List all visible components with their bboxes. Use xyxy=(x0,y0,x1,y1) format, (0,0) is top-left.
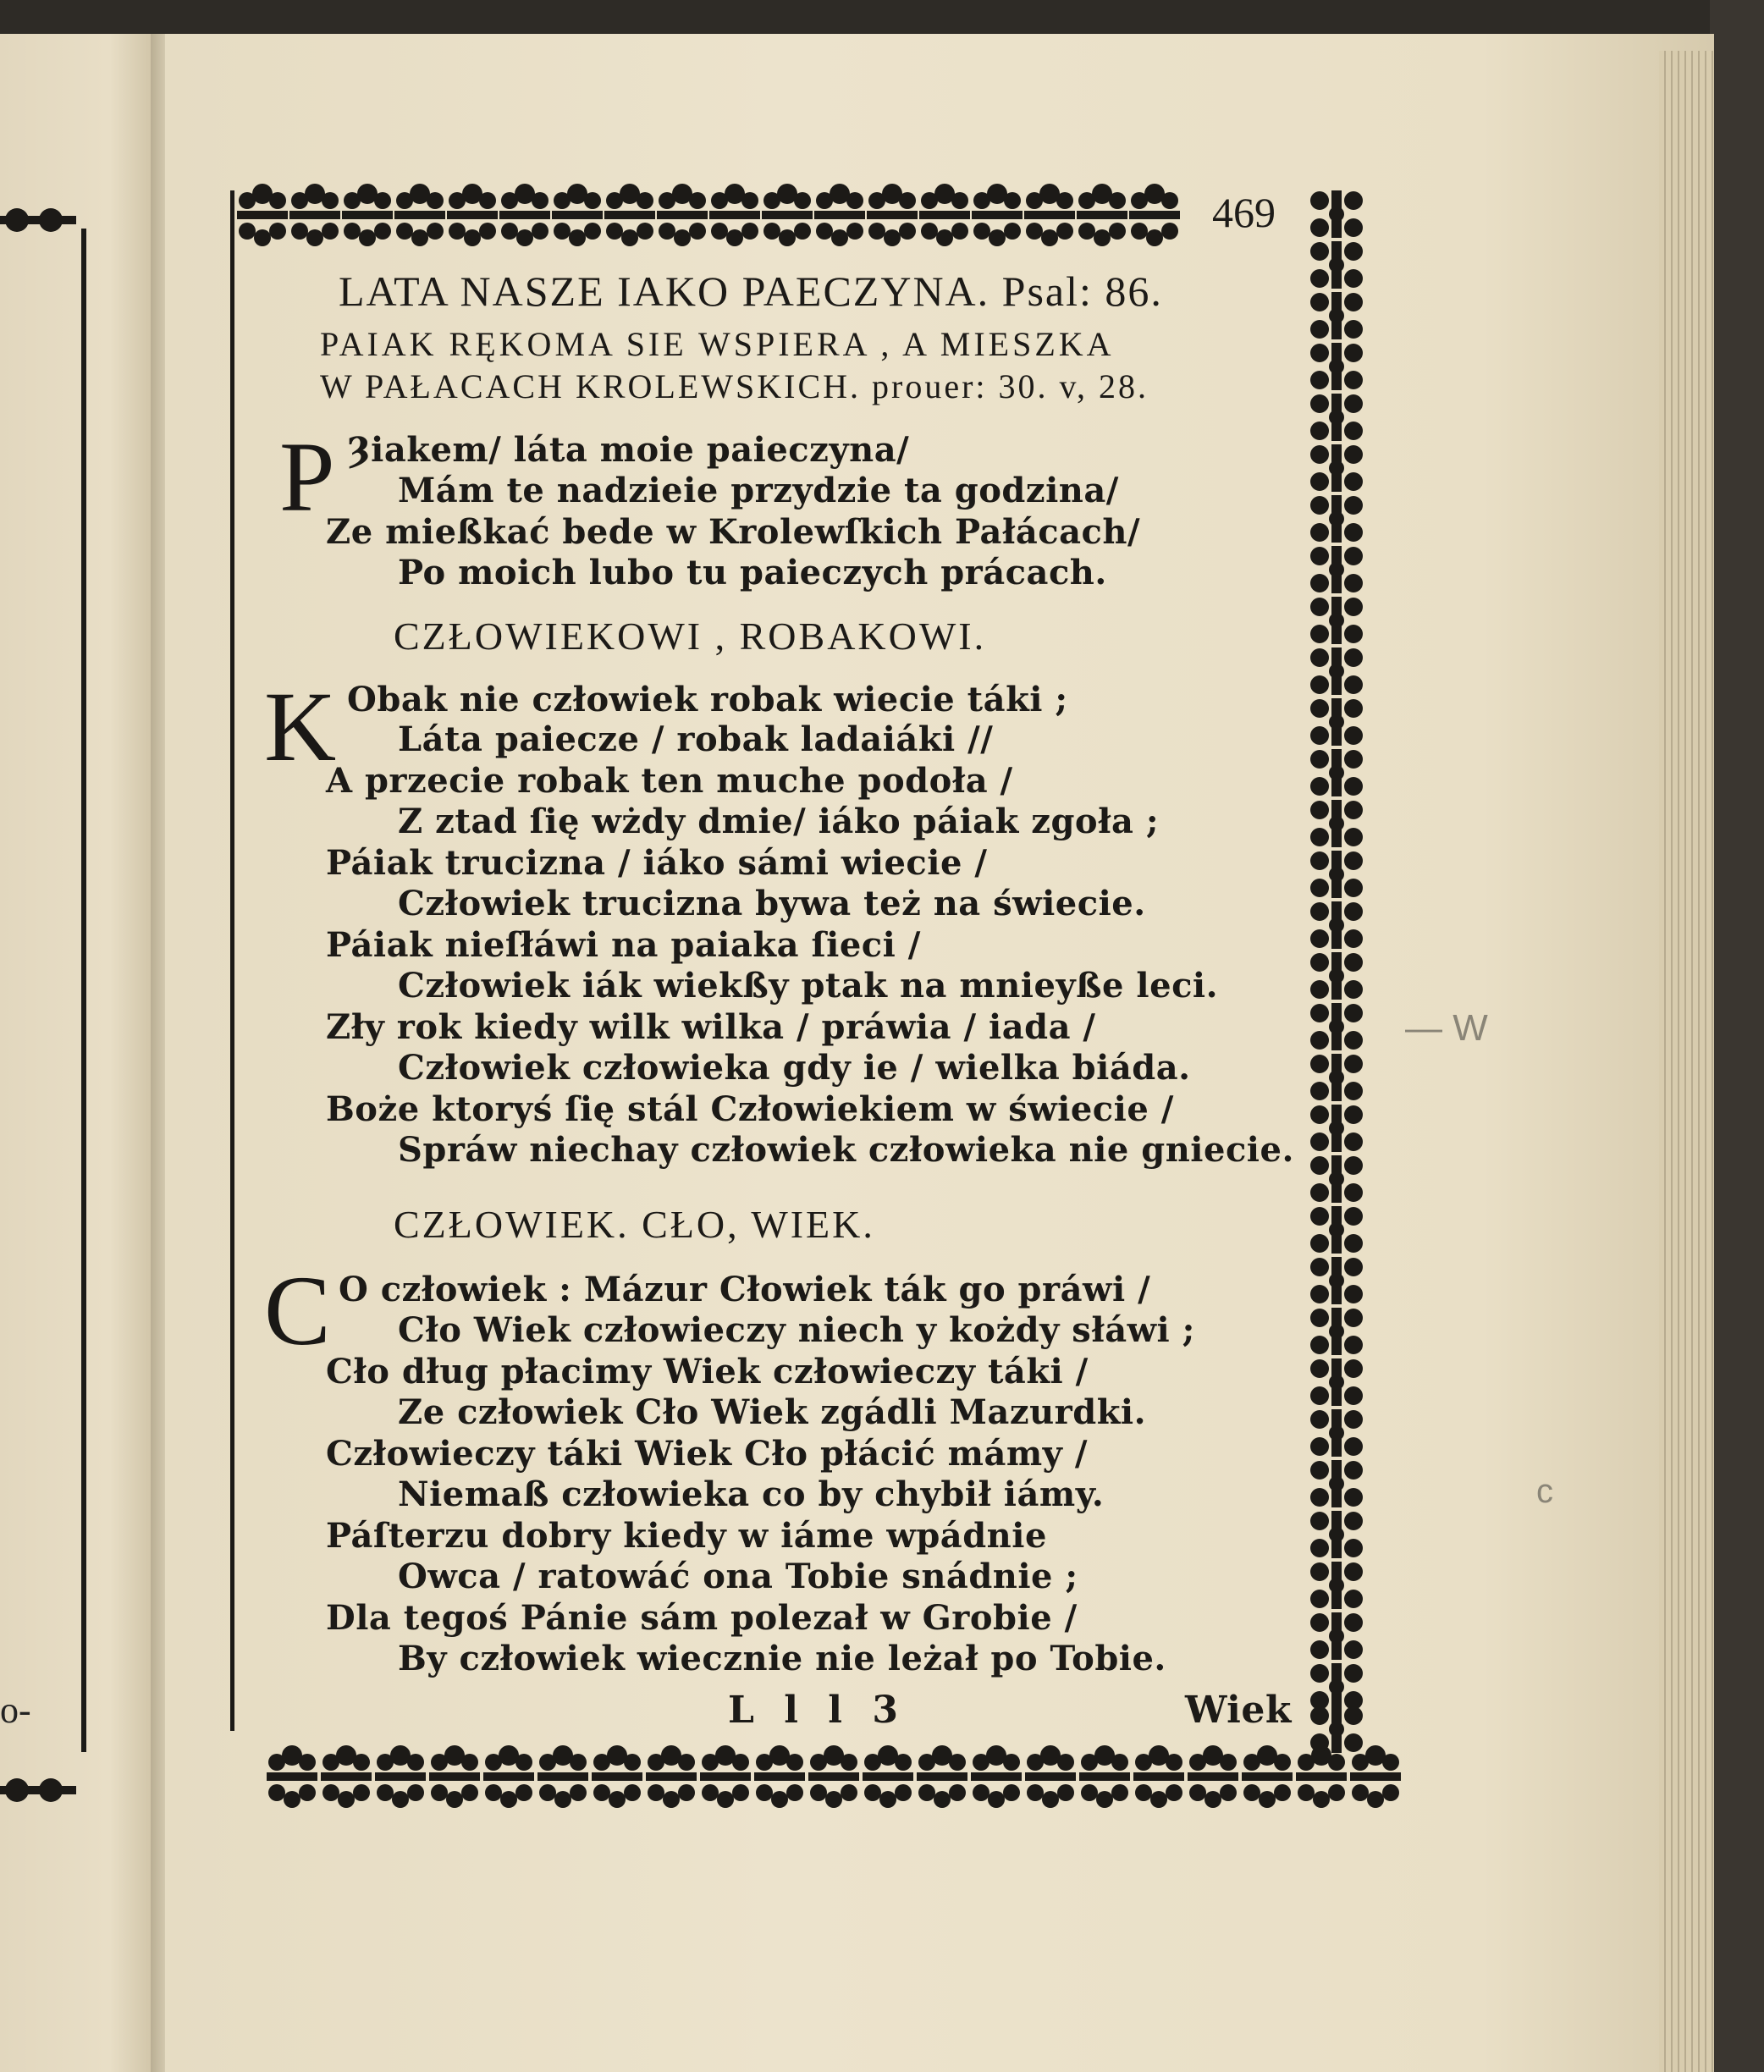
section2-line: Obak nie człowiek robak wiecie táki ; xyxy=(347,680,1068,719)
section3-dropcap: C xyxy=(264,1255,331,1366)
page-subheading-line2: W PAŁACACH KROLEWSKICH. prouer: 30. v, 28. xyxy=(320,367,1149,405)
poem1-line: Ȝiakem/ láta moie paieczyna/ xyxy=(347,430,910,470)
section2-line: Páiak nieſłáwi na paiaka ſieci / xyxy=(326,925,921,965)
left-page-fragment: o- xyxy=(0,1689,31,1731)
poem1-line: Ze mießkać bede w Krolewſkich Pałácach/ xyxy=(326,512,1141,552)
section2-line: Człowiek trucizna bywa też na świecie. xyxy=(398,884,1146,923)
section2-line: Zły rok kiedy wilk wilka / práwia / iada / xyxy=(326,1007,1096,1047)
ornament-border-top xyxy=(237,182,1202,250)
section3-line: Cło dług płacimy Wiek człowieczy táki / xyxy=(326,1352,1089,1391)
section2-line: A przecie robak ten muche podoła / xyxy=(326,761,1013,801)
background-right xyxy=(1710,0,1764,2072)
section2-line: Człowiek człowieka gdy ie / wielka biáda. xyxy=(398,1048,1191,1088)
poem1-line: Mám te nadzieie przydzie ta godzina/ xyxy=(398,471,1119,510)
section2-dropcap: K xyxy=(264,671,337,782)
frame-left-rule xyxy=(230,190,234,1731)
section3-line: Człowieczy táki Wiek Cło płácić mámy / xyxy=(326,1434,1088,1474)
left-page-ornament-bottom xyxy=(0,1761,76,1820)
left-page-rule xyxy=(81,229,86,1752)
section3-line: By człowiek wiecznie nie leżał po Tobie. xyxy=(398,1639,1166,1678)
section3-line: Páſterzu dobry kiedy w iáme wpádnie xyxy=(326,1516,1047,1556)
section3-line: Cło Wiek człowieczy niech y kożdy słáwi ; xyxy=(398,1310,1195,1350)
section2-line: Z ztad ſię wżdy dmie/ iáko páiak zgoła ; xyxy=(398,802,1160,841)
section3-line: Niemaß człowieka co by chybił iámy. xyxy=(398,1474,1105,1514)
section2-line: Boże ktoryś ſię stál Człowiekiem w świecie / xyxy=(326,1089,1174,1129)
section2-line: Páiak trucizna / iáko sámi wiecie / xyxy=(326,843,988,883)
section3-line: Dla tegoś Pánie sám polezał w Grobie / xyxy=(326,1598,1078,1638)
page-edges xyxy=(1659,51,1714,2072)
section2-line: Spráw niechay człowiek człowieka nie gniecie. xyxy=(398,1130,1294,1170)
section2-line: Człowiek iák wiekßy ptak na mnieyße leci. xyxy=(398,966,1219,1006)
margin-note: — W xyxy=(1405,1007,1488,1049)
page-number: 469 xyxy=(1212,189,1276,236)
section3-line: Owca / ratowáć ona Tobie snádnie ; xyxy=(398,1557,1078,1596)
signature-mark: L l l 3 xyxy=(728,1689,907,1732)
ornament-border-right xyxy=(1308,190,1367,1756)
catchword: Wiek xyxy=(1185,1689,1292,1732)
poem1-dropcap: P xyxy=(279,422,335,532)
section2-title: CZŁOWIEKOWI , ROBAKOWI. xyxy=(394,614,987,658)
ornament-border-bottom xyxy=(267,1744,1401,1811)
margin-note: c xyxy=(1536,1473,1553,1510)
left-page-ornament-top xyxy=(0,190,76,250)
poem1-line: Po moich lubo tu paieczych prácach. xyxy=(398,553,1107,592)
section3-line: O człowiek : Mázur Cłowiek ták go práwi / xyxy=(339,1270,1151,1309)
section3-title: CZŁOWIEK. CŁO, WIEK. xyxy=(394,1203,875,1246)
section2-line: Láta paiecze / robak ladaiáki // xyxy=(398,719,994,759)
page-heading: LATA NASZE IAKO PAECZYNA. Psal: 86. xyxy=(339,267,1163,315)
section3-line: Ze człowiek Cło Wiek zgádli Mazurdki. xyxy=(398,1392,1147,1432)
page-subheading-line1: PAIAK RĘKOMA SIE WSPIERA , A MIESZKA xyxy=(320,325,1115,363)
